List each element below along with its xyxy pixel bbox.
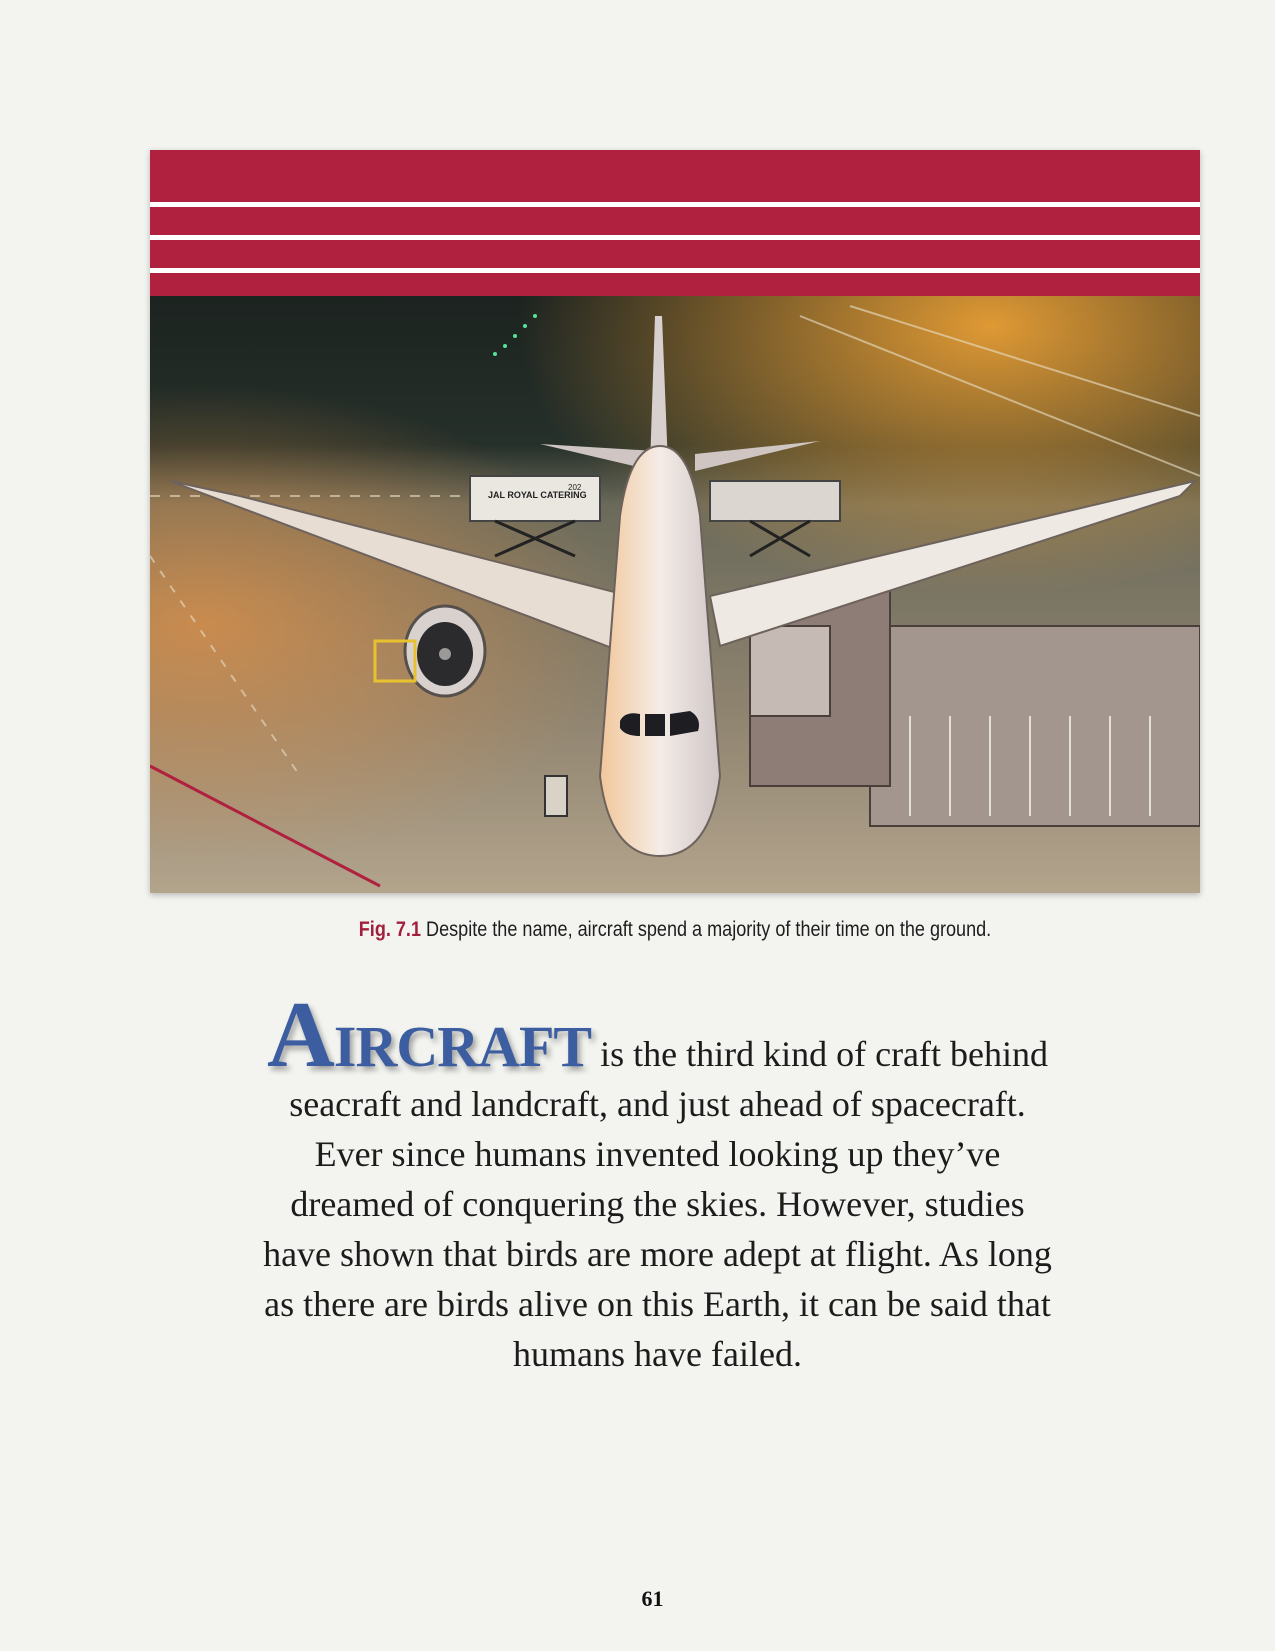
drop-cap-word xyxy=(266,983,592,1087)
airplane-photo xyxy=(150,296,1200,893)
figure-caption xyxy=(224,918,1127,942)
drop-cap-rest: IRCRAFT xyxy=(333,1014,592,1079)
article-paragraph: is the third kind of craft behind seacraft and landcraft, and just ahead of spacecraft. Ever since humans invented looking up they’ve dreamed of conquering the skies. However, studies have shown that birds are more adept at flight. As long as there are birds alive on this Earth, it can be said that humans have failed. xyxy=(263,1034,1052,1374)
figure-label: Fig. 7.1 xyxy=(358,918,422,941)
page-number: 61 xyxy=(641,1586,664,1611)
drop-cap-letter: A xyxy=(266,983,334,1087)
caption-text: Despite the name, aircraft spend a majority of their time on the ground. xyxy=(426,918,992,941)
truck-label: JAL ROYAL CATERING xyxy=(488,490,587,500)
truck-number: 202 xyxy=(568,483,582,492)
article-body xyxy=(260,983,1055,1379)
decorative-banner xyxy=(150,150,1200,296)
figure xyxy=(150,150,1200,893)
